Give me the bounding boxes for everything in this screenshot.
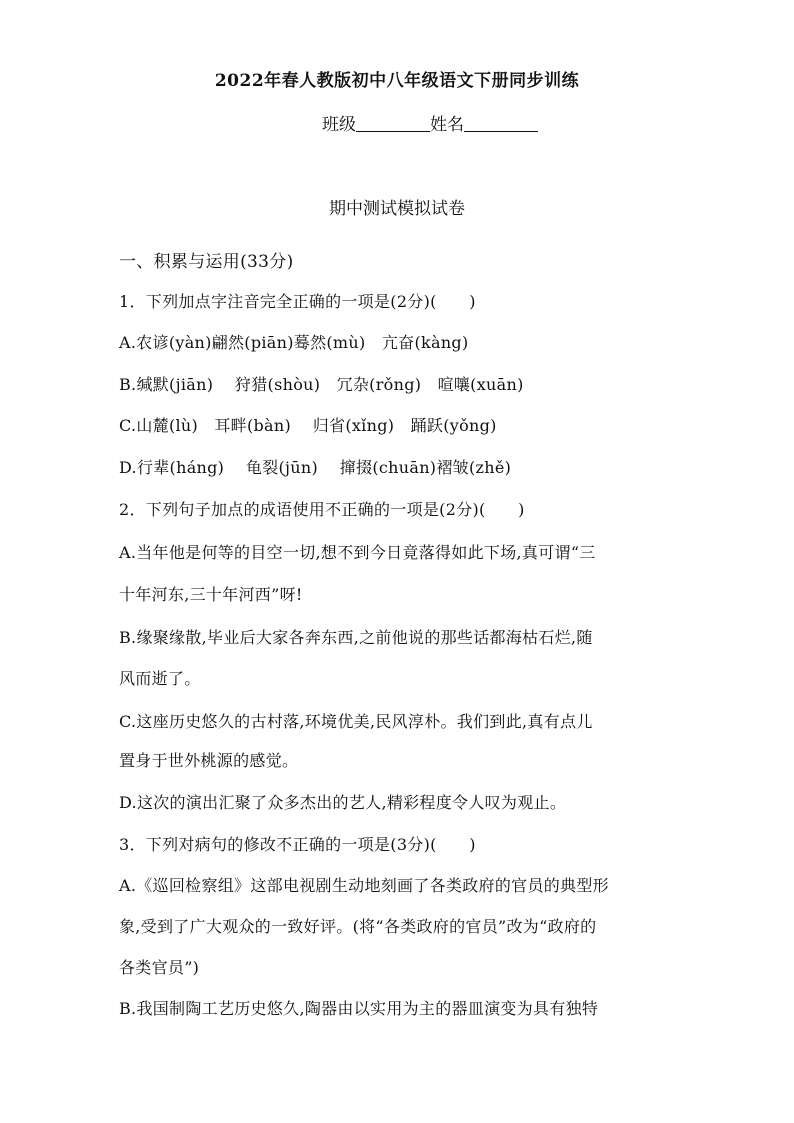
question-3-option-b-line1: B.我国制陶工艺历史悠久,陶器由以实用为主的器皿演变为具有独特	[119, 999, 599, 1018]
student-info-line	[322, 110, 538, 135]
question-1-option-b: B.缄默(jiān) 狩猎(shòu) 冗杂(rǒng) 喧嚷(xuān)	[119, 375, 524, 394]
question-3-option-a-line3: 各类官员”)	[119, 958, 200, 977]
question-1-option-c: C.山麓(lù) 耳畔(bàn) 归省(xǐng) 踊跃(yǒng)	[119, 416, 497, 435]
question-2-option-c-line1: C.这座历史悠久的古村落,环境优美,民风淳朴。我们到此,真有点儿	[119, 712, 593, 731]
question-2-option-b-line1: B.缘聚缘散,毕业后大家各奔东西,之前他说的那些话都海枯石烂,随	[119, 628, 593, 647]
question-2-stem: 2．下列句子加点的成语使用不正确的一项是(2分)( )	[119, 500, 525, 519]
question-2-option-b-line2: 风而逝了。	[119, 669, 201, 688]
question-3-option-a-line2: 象,受到了广大观众的一致好评。(将“各类政府的官员”改为“政府的	[119, 917, 597, 936]
question-2-option-a-line1: A.当年他是何等的目空一切,想不到今日竟落得如此下场,真可谓“三	[119, 543, 596, 562]
class-label: 班级	[322, 115, 356, 135]
question-3-option-a-line1: A.《巡回检察组》这部电视剧生动地刻画了各类政府的官员的典型形	[119, 876, 609, 895]
question-2-option-a-line2: 十年河东,三十年河西”呀!	[119, 585, 303, 604]
question-2-option-d: D.这次的演出汇聚了众多杰出的艺人,精彩程度令人叹为观止。	[119, 793, 567, 812]
document-title: 2022年春人教版初中八年级语文下册同步训练	[214, 71, 580, 91]
question-1-option-a: A.农谚(yàn)翩然(piān)蓦然(mù) 亢奋(kàng)	[119, 333, 469, 352]
exam-subtitle: 期中测试模拟试卷	[329, 199, 465, 219]
name-label: 姓名	[430, 115, 464, 135]
question-2-option-c-line2: 置身于世外桃源的感觉。	[119, 751, 299, 770]
question-3-stem: 3．下列对病句的修改不正确的一项是(3分)( )	[119, 835, 476, 854]
question-1-stem: 1．下列加点字注音完全正确的一项是(2分)( )	[119, 292, 476, 311]
name-blank[interactable]	[464, 115, 538, 132]
class-blank[interactable]	[356, 115, 430, 132]
question-1-option-d: D.行辈(háng) 龟裂(jūn) 撺掇(chuān)褶皱(zhě)	[119, 458, 512, 477]
section-heading: 一、积累与运用(33分)	[119, 252, 294, 272]
